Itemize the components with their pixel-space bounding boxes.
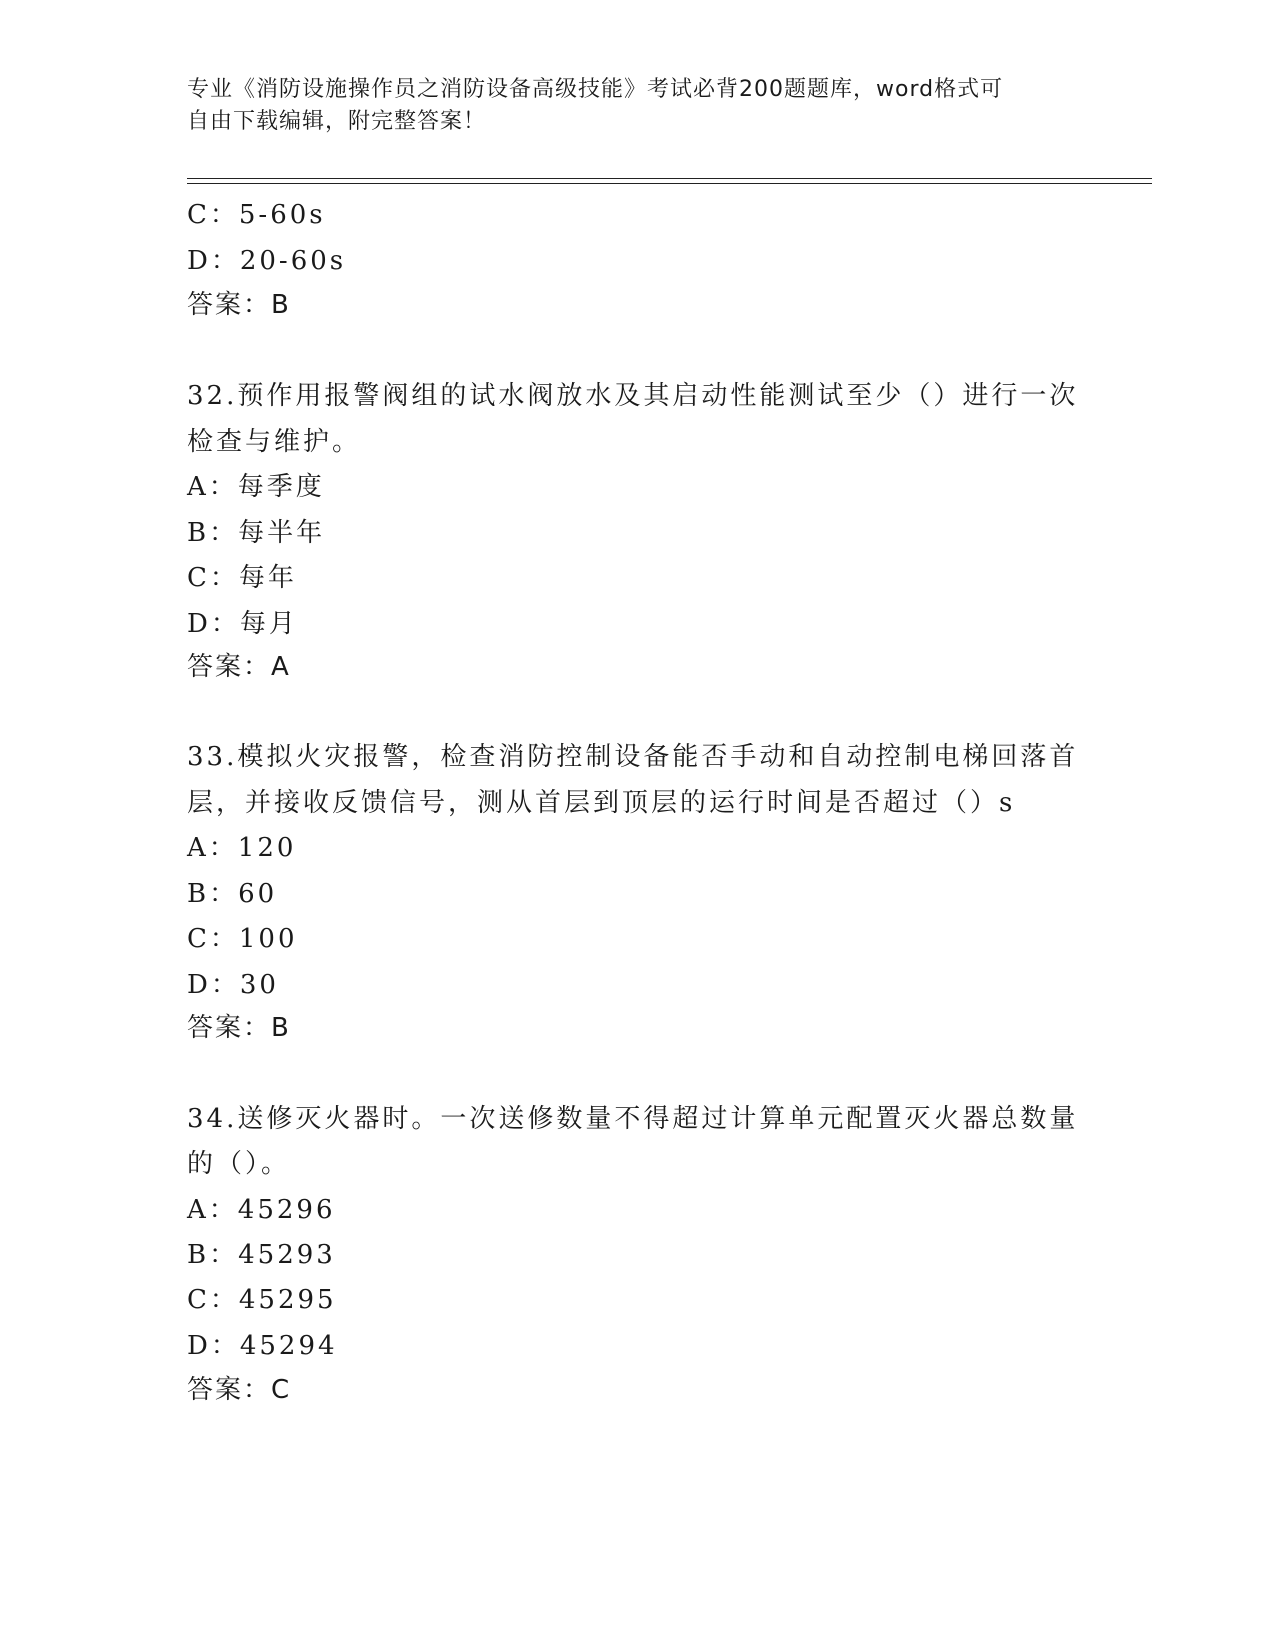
question-33-option-b: B：60 bbox=[187, 879, 278, 909]
header-line-2: 自由下载编辑，附完整答案！ bbox=[187, 109, 487, 134]
question-33-text-line-1: 33.模拟火灾报警，检查消防控制设备能否手动和自动控制电梯回落首 bbox=[187, 742, 1079, 772]
question-32-option-d: D：每月 bbox=[187, 609, 298, 639]
question-32-answer: 答案：A bbox=[187, 652, 291, 682]
question-33-option-d: D：30 bbox=[187, 970, 279, 1000]
header-divider-bottom bbox=[187, 183, 1152, 184]
header-line-1: 专业《消防设施操作员之消防设备高级技能》考试必背200题题库，word格式可 bbox=[187, 77, 1004, 102]
question-34-text-line-2: 的（）。 bbox=[187, 1149, 291, 1179]
option-c: C：5-60s bbox=[187, 200, 326, 230]
question-34-option-c: C：45295 bbox=[187, 1285, 337, 1315]
question-32-option-a: A：每季度 bbox=[187, 472, 325, 502]
question-34-text-line-1: 34.送修灭火器时。一次送修数量不得超过计算单元配置灭火器总数量 bbox=[187, 1104, 1079, 1134]
answer: 答案：B bbox=[187, 290, 291, 320]
question-34-option-d: D：45294 bbox=[187, 1331, 338, 1361]
question-33-option-a: A：120 bbox=[187, 833, 297, 863]
question-32-option-c: C：每年 bbox=[187, 563, 297, 593]
question-33-answer: 答案：B bbox=[187, 1013, 291, 1043]
page-header bbox=[187, 74, 1067, 138]
question-34-option-a: A：45296 bbox=[187, 1195, 336, 1225]
question-34-answer: 答案：C bbox=[187, 1375, 292, 1405]
question-33-option-c: C：100 bbox=[187, 924, 298, 954]
header-divider-top bbox=[187, 178, 1152, 179]
question-32-text-line-1: 32.预作用报警阀组的试水阀放水及其启动性能测试至少（）进行一次 bbox=[187, 381, 1079, 411]
question-33-text-line-2: 层，并接收反馈信号，测从首层到顶层的运行时间是否超过（）s bbox=[187, 788, 1016, 818]
question-34-option-b: B：45293 bbox=[187, 1240, 336, 1270]
question-32-option-b: B：每半年 bbox=[187, 518, 326, 548]
question-32-text-line-2: 检查与维护。 bbox=[187, 427, 362, 457]
option-d: D：20-60s bbox=[187, 246, 347, 276]
